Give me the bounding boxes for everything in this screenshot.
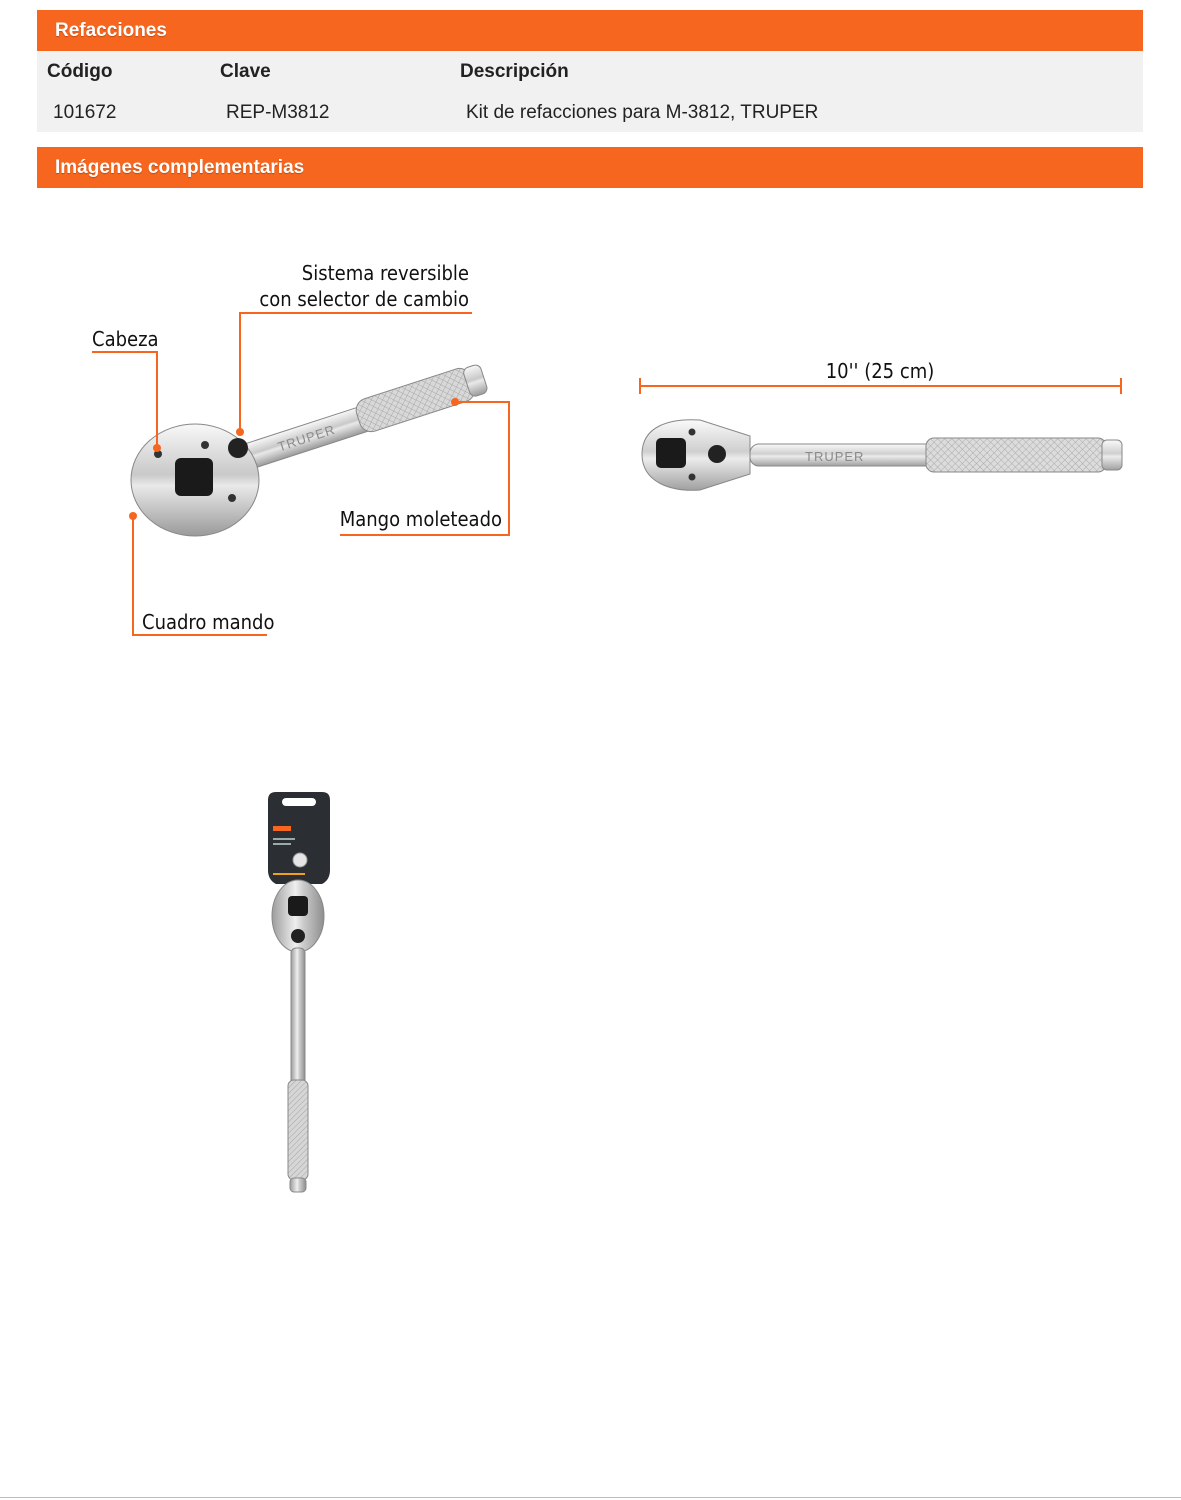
hang-hole — [282, 798, 316, 806]
selector-lever-icon — [228, 438, 248, 458]
callout-mango: Mango moleteado — [339, 507, 502, 531]
cell-clave: REP-M3812 — [226, 102, 330, 123]
refacciones-table — [37, 51, 1143, 132]
brand-label: TRUPER — [275, 421, 338, 455]
ratchet-dimension-figure — [630, 350, 1140, 510]
brand-label-2: TRUPER — [805, 449, 865, 464]
dimension-label: 10'' (25 cm) — [825, 359, 935, 383]
cell-descripcion: Kit de refacciones para M-3812, TRUPER — [466, 102, 819, 123]
refacciones-header: Refacciones — [37, 10, 1143, 51]
callout-sistema-line1: Sistema reversible — [301, 261, 469, 285]
callout-sistema-line2: con selector de cambio — [259, 287, 469, 311]
selector-lever-icon — [708, 445, 726, 463]
drive-square-icon — [656, 438, 686, 468]
header-codigo: Código — [47, 61, 113, 82]
ratchet-annotated-figure — [60, 240, 540, 660]
header-descripcion: Descripción — [460, 61, 569, 82]
header-clave: Clave — [220, 61, 271, 82]
imagenes-header: Imágenes complementarias — [37, 147, 1143, 188]
brand-badge — [273, 826, 291, 831]
ratchet-body — [229, 362, 489, 475]
callout-cabeza: Cabeza — [92, 327, 159, 351]
drive-square-icon — [175, 458, 213, 496]
cell-codigo: 101672 — [53, 102, 117, 123]
page-bottom-divider — [0, 1497, 1181, 1498]
ratchet-packaged-figure — [260, 788, 340, 1198]
callout-cuadro: Cuadro mando — [142, 610, 275, 634]
